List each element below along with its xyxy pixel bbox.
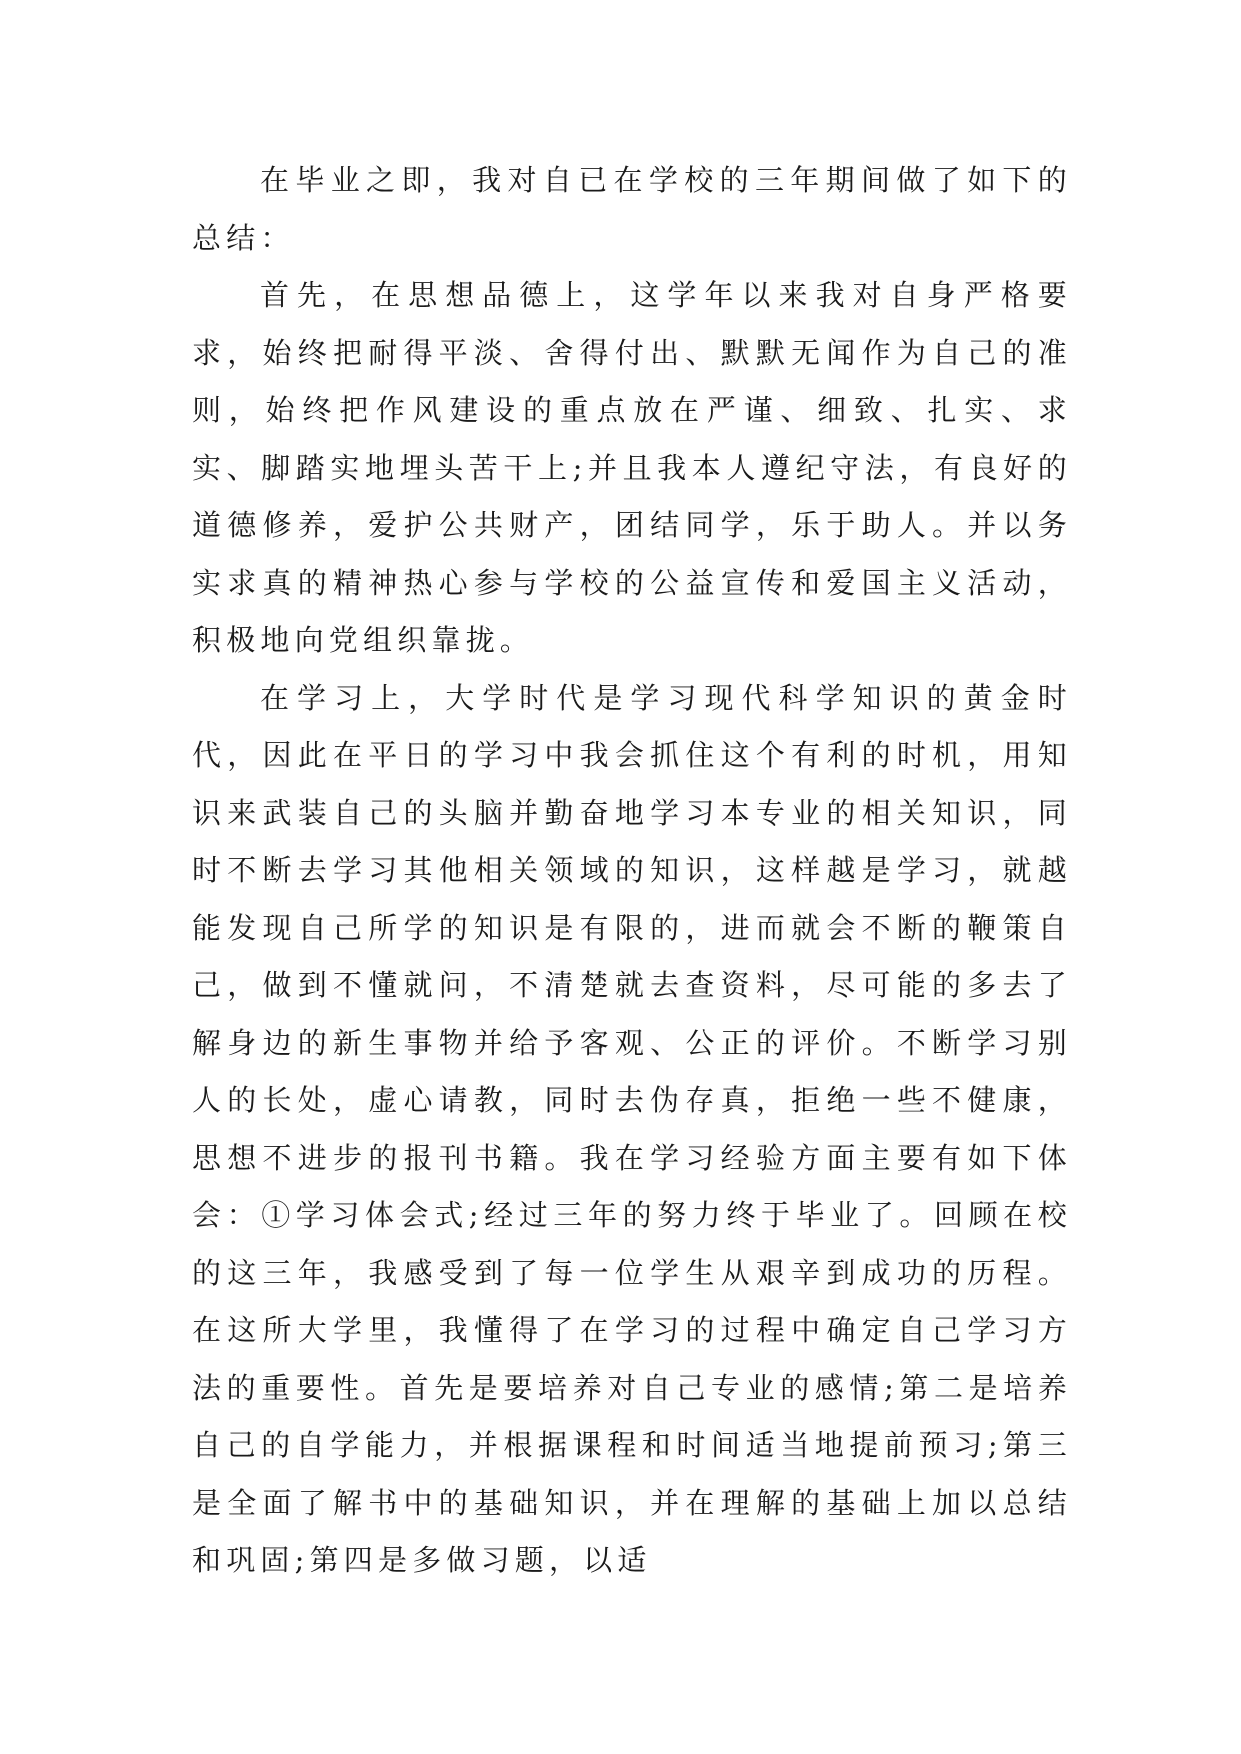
paragraph-graduation-summary: 在毕业之即，我对自已在学校的三年期间做了如下的总结： xyxy=(192,163,1072,255)
paragraph-study: 在学习上，大学时代是学习现代科学知识的黄金时代，因此在平日的学习中我会抓住这个有利的时机，用知识来武装自己的头脑并勤奋地学习本专业的相关知识，同时不断去学习其他相关领域的知识，这样越是学习，就越能发现自己所学的知识是有限的，进而就会不断的鞭策自己，做到不懂就问，不清楚就去查资料，尽可能的多去了解身边的新生事物并给予客观、公正的评价。不断学习别人的长处，虚心请教，同时去伪存真，拒绝一些不健康，思想不进步的报刊书籍。我在学习经验方面主要有如下体会：①学习体会式;经过三年的努力终于毕业了。回顾在校的这三年，我感受到了每一位学生从艰辛到成功的历程。在这所大学里，我懂得了在学习的过程中确定自己学习方法的重要性。首先是要培养对自己专业的感情;第二是培养自己的自学能力，并根据课程和时间适当地提前预习;第三是全面了解书中的基础知识，并在理解的基础上加以总结和巩固;第四是多做习题，以适 xyxy=(192,680,1072,1577)
document-body xyxy=(192,152,1072,1590)
paragraph-moral-character: 首先，在思想品德上，这学年以来我对自身严格要求，始终把耐得平淡、舍得付出、默默无闻作为自己的准则，始终把作风建设的重点放在严谨、细致、扎实、求实、脚踏实地埋头苦干上;并且我本人遵纪守法，有良好的道德修养，爱护公共财产，团结同学，乐于助人。并以务实求真的精神热心参与学校的公益宣传和爱国主义活动，积极地向党组织靠拢。 xyxy=(192,278,1072,657)
